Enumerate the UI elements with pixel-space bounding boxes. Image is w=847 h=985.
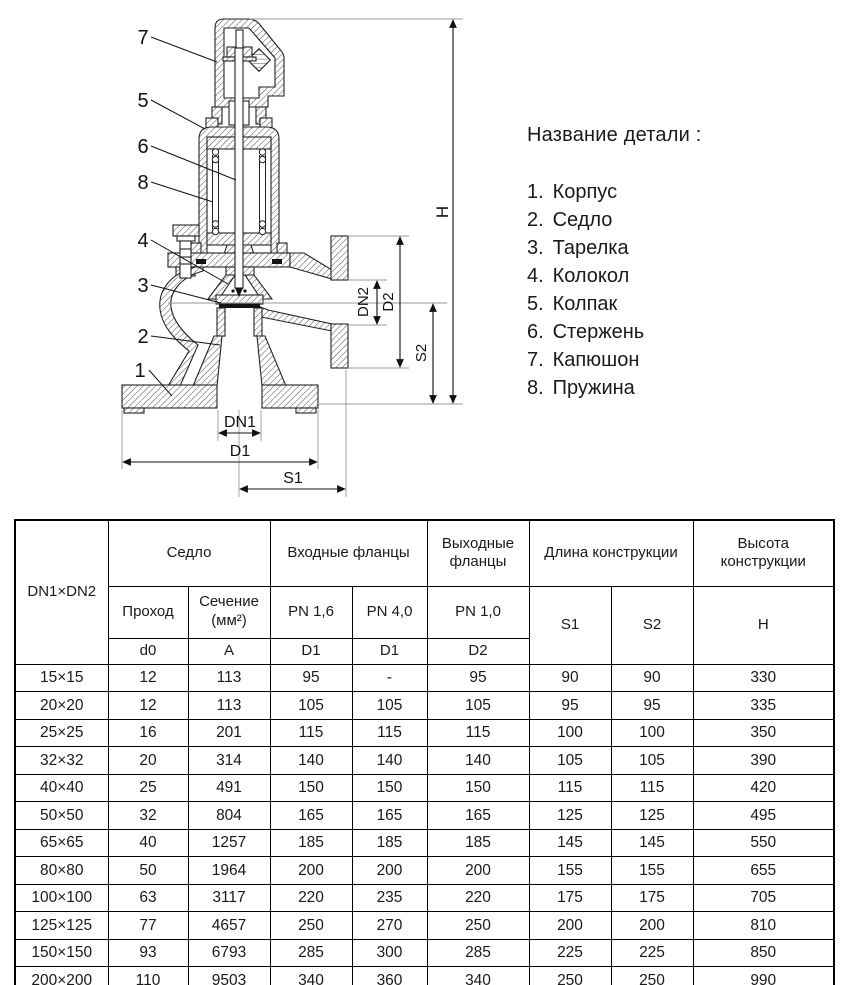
table-cell: 32 [108,802,188,830]
table-cell: 20 [108,747,188,775]
table-cell: 140 [270,747,352,775]
table-cell: 270 [352,912,427,940]
dim-label-dn1: DN1 [223,414,257,431]
table-cell: 250 [427,912,529,940]
table-cell: 40 [108,829,188,857]
table-cell: 150 [427,774,529,802]
table-cell: 250 [611,967,693,985]
col-symbol-d0: d0 [108,638,188,664]
table-cell: 100×100 [15,884,108,912]
table-cell: 3117 [188,884,270,912]
table-cell: 105 [352,692,427,720]
table-cell: 100 [529,719,611,747]
table-cell: 804 [188,802,270,830]
table-cell: 16 [108,719,188,747]
table-cell: 300 [352,939,427,967]
col-symbol-a: A [188,638,270,664]
part-name: Тарелка [552,237,629,259]
part-name: Пружина [552,377,635,399]
part-number: 5. [527,293,544,315]
table-row [15,719,834,747]
col-symbol-d2: D2 [427,638,529,664]
table-cell: 420 [693,774,834,802]
callout-1: 1 [134,360,146,382]
table-cell: 285 [427,939,529,967]
table-cell: 110 [108,967,188,985]
parts-list-item [527,318,701,346]
table-cell: 155 [611,857,693,885]
part-number: 1. [527,181,544,203]
table-cell: 200 [611,912,693,940]
col-group-inlet: Входные фланцы [270,520,427,586]
table-cell: 705 [693,884,834,912]
table-cell: 125×125 [15,912,108,940]
seat-seal [219,304,260,308]
table-cell: 95 [427,664,529,692]
dim-label-s1: S1 [283,470,303,487]
col-header-pn40: PN 4,0 [352,586,427,638]
part-name: Седло [552,209,613,231]
table-cell: 80×80 [15,857,108,885]
table-cell: 655 [693,857,834,885]
table-cell: 115 [427,719,529,747]
parts-list-item [527,346,701,374]
table-cell: 125 [611,802,693,830]
parts-list [527,124,701,402]
table-cell: 550 [693,829,834,857]
table-cell: 90 [529,664,611,692]
table-cell: 225 [611,939,693,967]
parts-list-item [527,234,701,262]
table-cell: 200×200 [15,967,108,985]
dim-label-s2: S2 [413,343,430,363]
table-cell: 150 [352,774,427,802]
table-cell: 165 [352,802,427,830]
col-header-dn: DN1×DN2 [15,520,108,664]
table-row [15,912,834,940]
parts-list-item [527,374,701,402]
col-symbol-d1-pn40: D1 [352,638,427,664]
table-cell: - [352,664,427,692]
callout-7: 7 [137,27,149,49]
table-cell: 115 [611,774,693,802]
stem-rod [235,48,243,288]
col-header-pn16: PN 1,6 [270,586,352,638]
table-cell: 200 [427,857,529,885]
table-cell: 12 [108,692,188,720]
hood-section [215,19,284,107]
col-header-section: Сечение (мм²) [188,586,270,638]
table-cell: 145 [529,829,611,857]
table-cell: 185 [427,829,529,857]
parts-list-item [527,178,701,206]
col-group-height: Высота конструкции [693,520,834,586]
table-row [15,802,834,830]
outlet-flange [331,236,348,280]
table-cell: 77 [108,912,188,940]
table-cell: 225 [529,939,611,967]
table-cell: 201 [188,719,270,747]
table-cell: 140 [427,747,529,775]
table-row [15,664,834,692]
table-cell: 50 [108,857,188,885]
callout-6: 6 [137,136,149,158]
table-cell: 93 [108,939,188,967]
dim-label-d1: D1 [229,443,251,460]
dim-label-d2: D2 [380,292,397,312]
table-cell: 63 [108,884,188,912]
table-cell: 340 [427,967,529,985]
part-name: Колокол [552,265,630,287]
table-cell: 495 [693,802,834,830]
table-cell: 165 [427,802,529,830]
part-name: Корпус [552,181,618,203]
table-cell: 90 [611,664,693,692]
part-name: Капюшон [552,349,640,371]
col-group-length: Длина конструкции [529,520,693,586]
table-cell: 250 [270,912,352,940]
table-cell: 335 [693,692,834,720]
dim-label-h: H [433,205,452,219]
part-name: Колпак [552,293,618,315]
table-cell: 350 [693,719,834,747]
dim-label-dn2: DN2 [355,286,372,318]
body-left-wall [160,267,203,386]
table-cell: 32×32 [15,747,108,775]
col-group-saddle: Седло [108,520,270,586]
table-cell: 115 [352,719,427,747]
table-cell: 50×50 [15,802,108,830]
parts-list-title: Название детали : [527,124,702,146]
table-cell: 235 [352,884,427,912]
table-cell: 1964 [188,857,270,885]
callout-4: 4 [137,230,149,252]
table-cell: 314 [188,747,270,775]
col-header-s1: S1 [529,586,611,664]
table-cell: 145 [611,829,693,857]
table-row [15,747,834,775]
table-row [15,857,834,885]
table-cell: 40×40 [15,774,108,802]
table-row [15,884,834,912]
col-header-s2: S2 [611,586,693,664]
table-cell: 175 [529,884,611,912]
col-symbol-d1-pn16: D1 [270,638,352,664]
table-body [15,664,834,985]
inlet-flange [122,385,217,408]
table-cell: 175 [611,884,693,912]
part-number: 3. [527,237,544,259]
callout-numbers [134,27,148,382]
table-cell: 810 [693,912,834,940]
table-cell: 990 [693,967,834,985]
table-cell: 125 [529,802,611,830]
table-cell: 330 [693,664,834,692]
table-cell: 200 [529,912,611,940]
parts-list-item [527,290,701,318]
table-cell: 65×65 [15,829,108,857]
part-name: Стержень [552,321,645,343]
table-cell: 1257 [188,829,270,857]
table-cell: 95 [270,664,352,692]
col-header-passage: Проход [108,586,188,638]
table-cell: 6793 [188,939,270,967]
table-cell: 220 [427,884,529,912]
table-cell: 150×150 [15,939,108,967]
table-cell: 491 [188,774,270,802]
part-number: 7. [527,349,544,371]
table-cell: 185 [352,829,427,857]
table-cell: 105 [611,747,693,775]
table-cell: 12 [108,664,188,692]
seat-wall-right [254,308,262,336]
table-cell: 105 [270,692,352,720]
table-cell: 200 [352,857,427,885]
table-cell: 115 [270,719,352,747]
callout-3: 3 [137,275,149,297]
table-cell: 155 [529,857,611,885]
col-header-pn10: PN 1,0 [427,586,529,638]
table-cell: 25×25 [15,719,108,747]
part-number: 8. [527,377,544,399]
table-cell: 165 [270,802,352,830]
table-cell: 185 [270,829,352,857]
table-cell: 113 [188,692,270,720]
part-number: 4. [527,265,544,287]
part-number: 2. [527,209,544,231]
parts-list-item [527,206,701,234]
callout-8: 8 [137,172,149,194]
seat-wall-left [217,308,225,336]
table-cell: 9503 [188,967,270,985]
dimensions-table [14,519,835,985]
table-cell: 220 [270,884,352,912]
table-cell: 360 [352,967,427,985]
table-cell: 4657 [188,912,270,940]
table-cell: 340 [270,967,352,985]
callout-5: 5 [137,90,149,112]
table-cell: 20×20 [15,692,108,720]
table-cell: 95 [611,692,693,720]
table-cell: 285 [270,939,352,967]
adjust-bolt-head [173,225,199,236]
table-cell: 105 [529,747,611,775]
table-row [15,774,834,802]
col-group-outlet: Выходные фланцы [427,520,529,586]
table-row [15,967,834,985]
table-cell: 150 [270,774,352,802]
table-cell: 95 [529,692,611,720]
table-cell: 15×15 [15,664,108,692]
table-cell: 140 [352,747,427,775]
table-row [15,692,834,720]
table-row [15,939,834,967]
part-number: 6. [527,321,544,343]
table-cell: 105 [427,692,529,720]
table-cell: 113 [188,664,270,692]
parts-list-item [527,262,701,290]
table-cell: 200 [270,857,352,885]
table-cell: 250 [529,967,611,985]
table-row [15,829,834,857]
callout-2: 2 [137,326,149,348]
col-header-h: H [693,586,834,664]
table-cell: 390 [693,747,834,775]
table-cell: 100 [611,719,693,747]
table-cell: 25 [108,774,188,802]
table-cell: 850 [693,939,834,967]
table-cell: 115 [529,774,611,802]
